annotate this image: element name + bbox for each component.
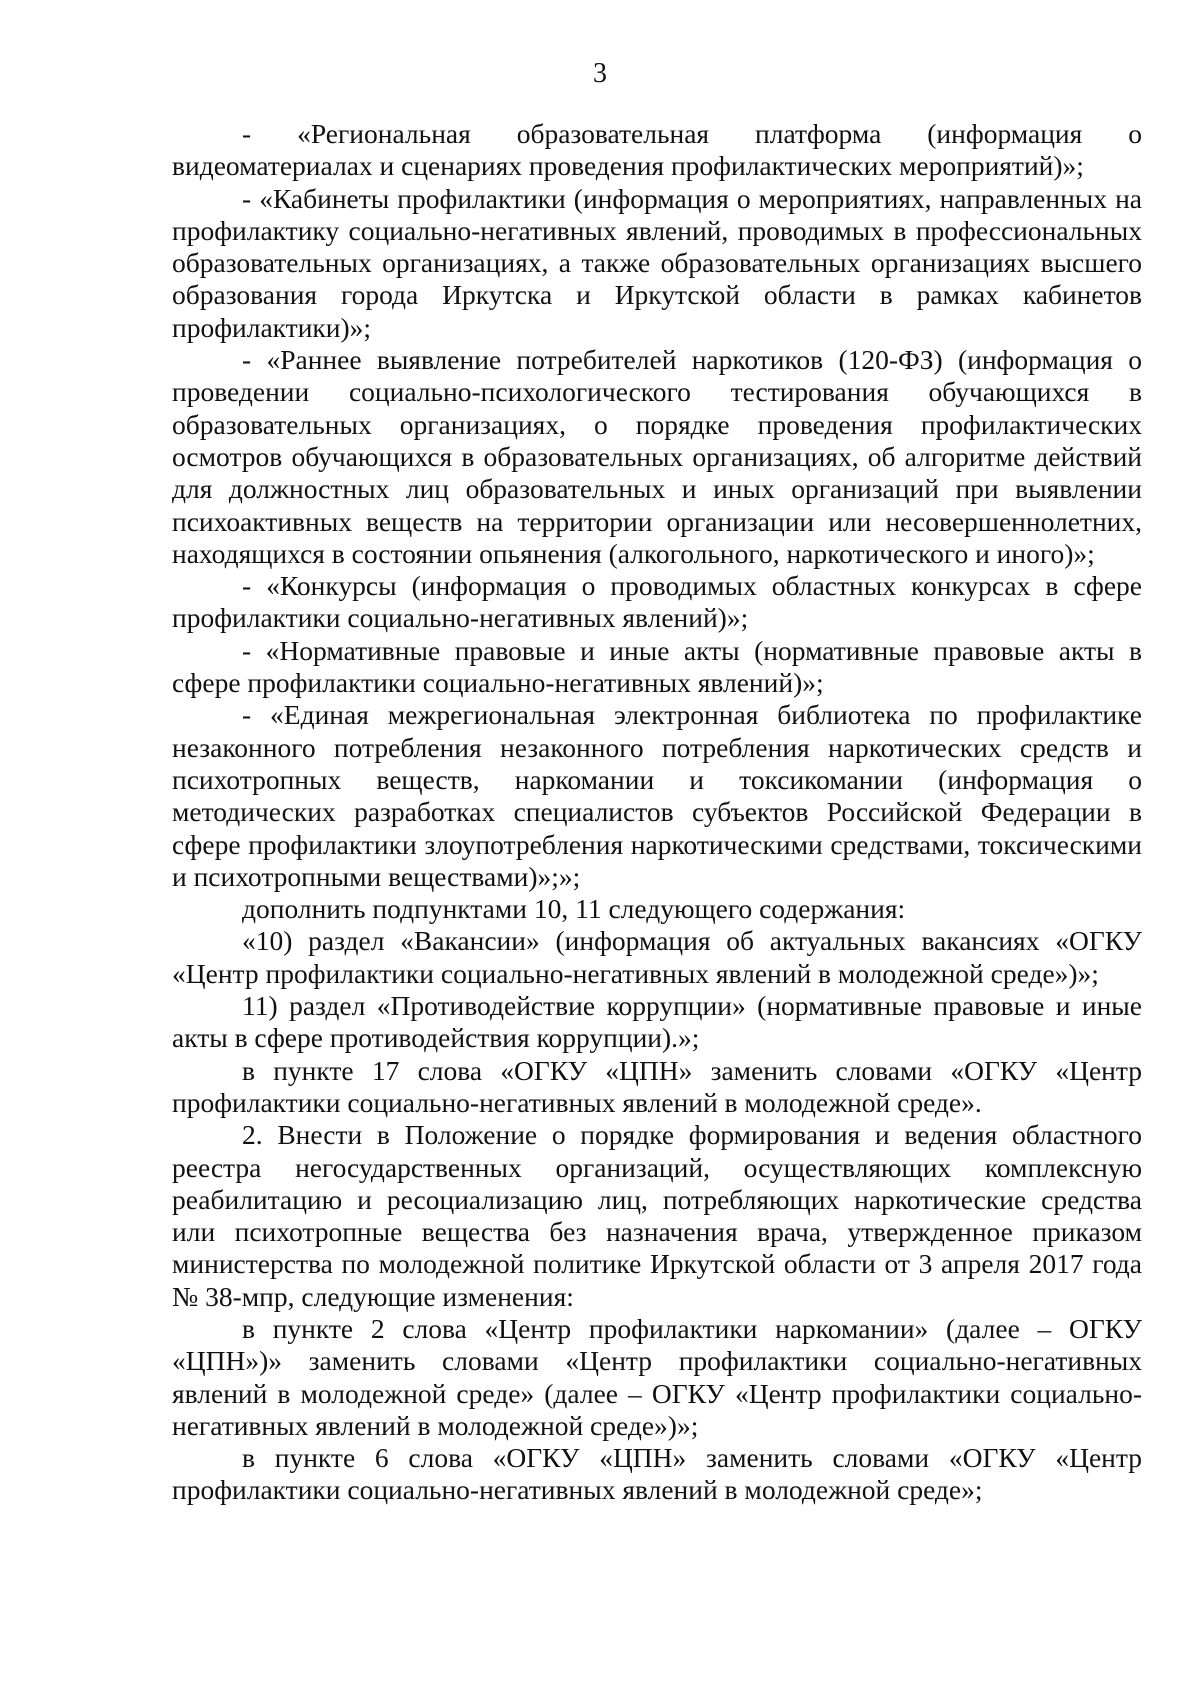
- paragraph-legal-acts: - «Нормативные правовые и иные акты (нормативные правовые акты в сфере профилактики социально-негативных явлений)»;: [172, 634, 1142, 699]
- paragraph-subitem-10: «10) раздел «Вакансии» (информация об актуальных вакансиях «ОГКУ «Центр профилактики социально-негативных явлений в молодежной среде»)»;: [172, 925, 1142, 989]
- paragraph-subitem-11: 11) раздел «Противодействие коррупции» (нормативные правовые и иные акты в сфере противодействия коррупции).»;: [172, 990, 1142, 1054]
- paragraph-prevention-cabinets: - «Кабинеты профилактики (информация о мероприятиях, направленных на профилактику социально-негативных явлений, проводимых в профессиональных образовательных организациях, а также образовательных организациях высшего образования города Иркутска и Иркутской области в рамках кабинетов профилактики)»;: [172, 182, 1142, 343]
- document-body: [172, 118, 1142, 1507]
- paragraph-item-2: в пункте 2 слова «Центр профилактики наркомании» (далее – ОГКУ «ЦПН»)» заменить словами «Центр профилактики социально-негативных явлений в молодежной среде» (далее – ОГКУ «Центр профилактики социально-негативных явлений в молодежной среде»)»;: [172, 1312, 1142, 1441]
- paragraph-add-subitems: дополнить подпунктами 10, 11 следующего содержания:: [242, 893, 906, 925]
- paragraph-section-2: 2. Внести в Положение о порядке формирования и ведения областного реестра негосударственных организаций, осуществляющих комплексную реабилитацию и ресоциализацию лиц, потребляющих наркотические средства или психотропные вещества без назначения врача, утвержденное приказом министерства по молодежной политике Иркутской области от 3 апреля 2017 года № 38-мпр, следующие изменения:: [172, 1119, 1142, 1312]
- page-number: 3: [593, 58, 607, 89]
- paragraph-e-library: - «Единая межрегиональная электронная библиотека по профилактике незаконного потребления незаконного потребления наркотических средств и психотропных веществ, наркомании и токсикомании (информация о методических разработках специалистов субъектов Российской Федерации в сфере профилактики злоупотребления наркотическими средствами, токсическими и психотропными веществами)»;»;: [172, 699, 1142, 892]
- paragraph-contests: - «Конкурсы (информация о проводимых областных конкурсах в сфере профилактики социально-негативных явлений)»;: [172, 570, 1142, 634]
- paragraph-item-6: в пункте 6 слова «ОГКУ «ЦПН» заменить словами «ОГКУ «Центр профилактики социально-негативных явлений в молодежной среде»;: [172, 1442, 1142, 1506]
- paragraph-item-17: в пункте 17 слова «ОГКУ «ЦПН» заменить словами «ОГКУ «Центр профилактики социально-негативных явлений в молодежной среде».: [172, 1054, 1142, 1118]
- paragraph-early-detection: - «Раннее выявление потребителей наркотиков (120-ФЗ) (информация о проведении социально-психологического тестирования обучающихся в образовательных организациях, о порядке проведения профилактических осмотров обучающихся в образовательных организациях, об алгоритме действий для должностных лиц образовательных и иных организаций при выявлении психоактивных веществ на территории организации или несовершеннолетних, находящихся в состоянии опьянения (алкогольного, наркотического и иного)»;: [172, 344, 1142, 569]
- paragraph-regional-platform: - «Региональная образовательная платформа (информация о видеоматериалах и сценариях проведения профилактических мероприятий)»;: [172, 118, 1142, 182]
